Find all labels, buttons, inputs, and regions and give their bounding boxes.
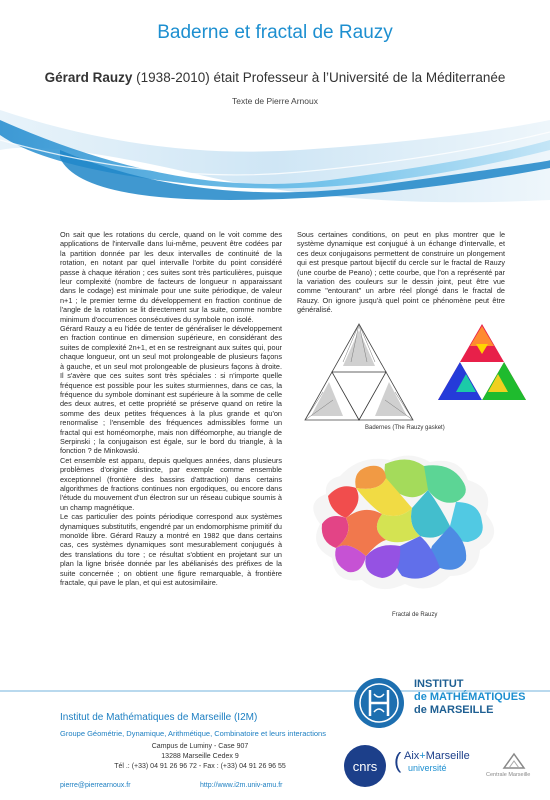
left-text-column (60, 230, 282, 587)
amu-logo (394, 748, 480, 784)
footer-contact (60, 712, 340, 789)
paragraph: Gérard Rauzy a eu l'idée de tenter de généraliser le développement en fraction continue en dimension supérieure, en considérant des suites de complexité 2n+1, et en se restreignant aux suites qui, pour chaque longueur, ont un seul mot prolongeable de plusieurs façons à gauche, et un seul mot prolongeable de plusieurs façons à droite. Il s'avère que ces suites sont très spéciales : si n'importe quelle fréquence est possible pour les suites sturmiennes, dans ce cas, la fréquence du symbole dominant est supérieure à la somme de celle des deux autres, et cette propriété se préserve quand on retire la somme des deux petites fréquences à la plus grande et qu'on renormalise ; l'ensemble des fréquences admissibles forme un fractal qui est homéomorphe, mais non difféomorphe, au triangle de Serpinski ; la conjugaison est égale, sur le bord du triangle, à la fonction ? de Minkowski. (60, 324, 282, 456)
email-link[interactable]: pierre@pierrearnoux.fr (60, 782, 131, 789)
subtitle (0, 70, 550, 85)
amu-bracket: ( (394, 748, 402, 773)
rauzy-gasket-image (303, 322, 415, 422)
paragraph: Le cas particulier des points périodique correspond aux systèmes dynamiques substitutifs, engendré par un endomorphisme primitif du monoïde libre. Gérard Rauzy a montré en 1982 que dans certains cas, ces systèmes dynamiques sont mesurablement conjugués à des translations du tore ; ce résultat s'obtient en projetant sur un plan la ligne brisée donnée par les abélianisés des préfixes de la suite concernée ; on obtient une figure remarquable, à frontière fractale, qui pave le plan, et qui est autosimilaire. (60, 512, 282, 588)
i2m-logo (352, 676, 532, 734)
subtitle-rest: (1938-2010) était Professeur à l’Université de la Méditerranée (132, 70, 506, 85)
i2m-line-1: INSTITUT (414, 678, 464, 690)
caption-fractal: Fractal de Rauzy (392, 612, 438, 618)
address-line-1: Campus de Luminy - Case 907 (151, 743, 249, 750)
caption-gasket: Badernes (The Rauzy gasket) (365, 425, 445, 431)
paragraph: Sous certaines conditions, on peut en plus montrer que le système dynamique est conjugué à un échange d'intervalle, et ces deux conjugaisons permettent de construire un plongement qui est presque partout bijectif du cercle sur le fractal de Rauzy (une courbe de Peano) ; cette courbe, que l'on a représenté par la variation des couleurs sur le dessin joint, peut être vue comme "entourant" un arbre réel plongé dans le fractal de Rauzy. On ignore jusqu'à quel point ce phénomène peut être généralisé. (297, 230, 505, 315)
rauzy-fractal-image (290, 446, 510, 601)
group-name: Groupe Géométrie, Dynamique, Arithmétique, Combinatoire et leurs interactions (60, 729, 326, 738)
subtitle-name: Gérard Rauzy (44, 70, 133, 85)
i2m-logo-text (414, 678, 525, 717)
amu-text: Aix+Marseille (404, 750, 470, 762)
i2m-line-3: de MARSEILLE (414, 704, 494, 716)
i2m-line-2: de MATHÉMATIQUES (414, 691, 526, 703)
institute-name: Institut de Mathématiques de Marseille (I2M) (60, 712, 258, 723)
page-title: Baderne et fractal de Rauzy (157, 22, 393, 43)
centrale-logo (486, 752, 546, 784)
website-link[interactable]: http://www.i2m.univ-amu.fr (200, 782, 283, 789)
centrale-emblem-icon (502, 752, 526, 770)
author-line: Texte de Pierre Arnoux (232, 96, 318, 106)
right-text-column (297, 230, 505, 315)
amu-universite: université (408, 763, 447, 773)
paragraph: On sait que les rotations du cercle, quand on le voit comme des applications de l'intervalle dans lui-même, peuvent être codées par la partition donnée par les deux intervalles de continuité de la rotation, en notant par quel intervalle l'orbite du point considéré passe à chaque itération ; ces suites sont très particulières, puisque leur complexité (nombre de facteurs de longueur n apparaissant dans le codage) est minimale pour une suite périodique, de valeur n+1 ; le premier terme du développement en fraction continue de l'angle de la rotation se lit directement sur la suite, comme nombre minimum d'occurrences consécutives du symbole non isolé. (60, 230, 282, 324)
centrale-text: Centrale Marseille (486, 772, 531, 778)
svg-text:cnrs: cnrs (352, 759, 378, 774)
paragraph: Cet ensemble est apparu, depuis quelques années, dans plusieurs problèmes d'origine distincte, par exemple comme ensemble exceptionnel (frontière des bassins d'attraction) dans certains algorithmes de fractions continues non ergodiques, ou encore dans l'étude du mouvement d'un électron sur un réseau cubique soumis à un champ magnétique. (60, 455, 282, 512)
phone-fax: Tél .: (+33) 04 91 26 96 72 - Fax : (+33) 04 91 26 96 55 (114, 763, 286, 770)
rauzy-gasket-colored-image (436, 322, 528, 402)
address-line-2: 13288 Marseille Cedex 9 (161, 753, 239, 760)
cnrs-logo (343, 744, 387, 788)
i2m-emblem-icon (352, 676, 406, 730)
